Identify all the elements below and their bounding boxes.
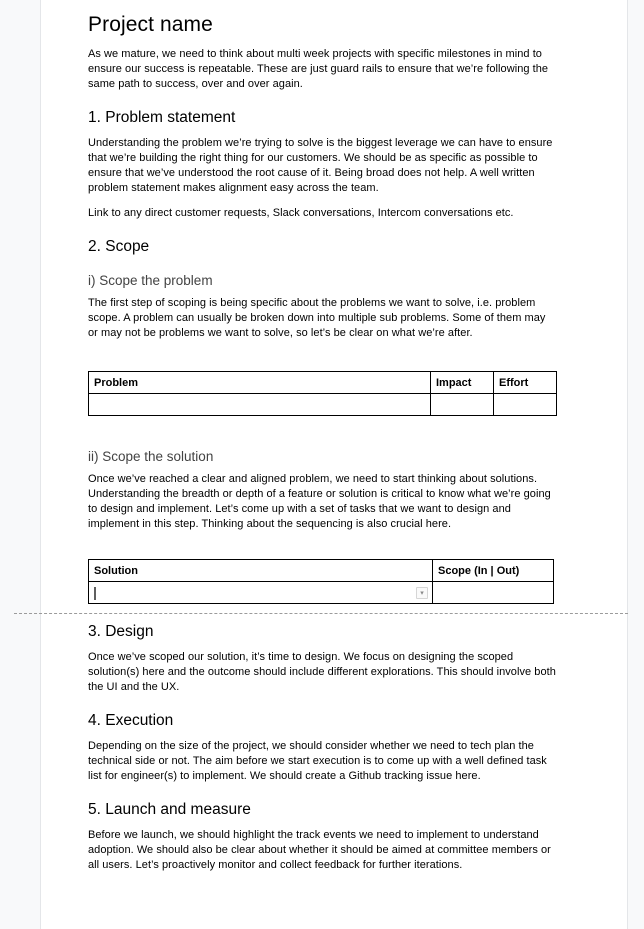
doc-title[interactable]: Project name: [88, 13, 213, 36]
solution-table-body-row: [89, 582, 554, 604]
solution-table-cell-scope[interactable]: [433, 582, 554, 604]
heading-scope[interactable]: 2. Scope: [88, 238, 150, 255]
problem-table-wrapper: [88, 371, 556, 416]
heading-launch-and-measure[interactable]: 5. Launch and measure: [88, 801, 251, 818]
intro-paragraph[interactable]: As we mature, we need to think about multi week projects with specific milestones in mind to ensure our success is repeatable. These are just guard rails to ensure that we’re following the same path to success, over and over again.: [88, 48, 549, 90]
problem-table-header-row: [89, 372, 557, 394]
text-cursor: [94, 587, 96, 600]
cell-dropdown-button[interactable]: [416, 587, 428, 599]
execution-paragraph[interactable]: Depending on the size of the project, we should consider whether we need to tech plan the technical side or not. The aim before we start execution is to come up with a well defined task list for engineer(s) to implement. We should create a Github tracking issue here.: [88, 740, 547, 782]
solution-table-header-scope[interactable]: Scope (In | Out): [433, 560, 554, 582]
document-page[interactable]: [40, 0, 628, 929]
problem-links-paragraph[interactable]: Link to any direct customer requests, Slack conversations, Intercom conversations etc.: [88, 207, 514, 219]
launch-paragraph[interactable]: Before we launch, we should highlight the track events we need to implement to understand adoption. We should also be clear about whether it should be aimed at committee members or all users. Let’s proactively monitor and collect feedback for further iterations.: [88, 829, 551, 871]
problem-table-header-impact[interactable]: Impact: [431, 372, 494, 394]
scope-solution-paragraph[interactable]: Once we’ve reached a clear and aligned problem, we need to start thinking about solutions. Understanding the breadth or depth of a feature or solution is critical to know what we’re going to design and implement. Let’s come up with a set of tasks that we want to design and implement in this step. Thinking about the sequencing is also crucial here.: [88, 473, 551, 530]
chevron-down-icon: ▾: [420, 589, 424, 597]
problem-table-body-row: [89, 394, 557, 416]
page-break-divider: [14, 613, 628, 614]
problem-table[interactable]: [88, 371, 557, 416]
solution-table-header-solution[interactable]: Solution: [89, 560, 433, 582]
heading-problem-statement[interactable]: 1. Problem statement: [88, 109, 236, 126]
solution-table-header-row: [89, 560, 554, 582]
design-paragraph[interactable]: Once we’ve scoped our solution, it’s time to design. We focus on designing the scoped solution(s) here and the outcome should include different explorations. This should involve both the UI and the UX.: [88, 651, 556, 693]
solution-table-wrapper: [88, 559, 556, 604]
heading-design[interactable]: 3. Design: [88, 623, 154, 640]
problem-table-cell-impact[interactable]: [431, 394, 494, 416]
problem-table-header-effort[interactable]: Effort: [494, 372, 557, 394]
problem-table-header-problem[interactable]: Problem: [89, 372, 431, 394]
subheading-scope-the-problem[interactable]: i) Scope the problem: [88, 273, 213, 288]
heading-execution[interactable]: 4. Execution: [88, 712, 174, 729]
solution-table[interactable]: [88, 559, 554, 604]
solution-table-cell-solution[interactable]: [89, 582, 433, 604]
subheading-scope-the-solution[interactable]: ii) Scope the solution: [88, 449, 214, 464]
problem-table-cell-effort[interactable]: [494, 394, 557, 416]
problem-statement-paragraph[interactable]: Understanding the problem we’re trying to solve is the biggest leverage we can have to ensure that we’re building the right thing for our customers. We should be as specific as possible to ensure that we’ve understood the root cause of it. Being broad does not help. A well written problem statement makes alignment easy across the team.: [88, 137, 553, 194]
document-content: [41, 0, 627, 873]
problem-table-cell-problem[interactable]: [89, 394, 431, 416]
scope-problem-paragraph[interactable]: The first step of scoping is being specific about the problems we want to solve, i.e. problem scope. A problem can usually be broken down into multiple sub problems. Some of them may or may not be problems we want to solve, so let’s be clear on what we’re after.: [88, 297, 546, 339]
